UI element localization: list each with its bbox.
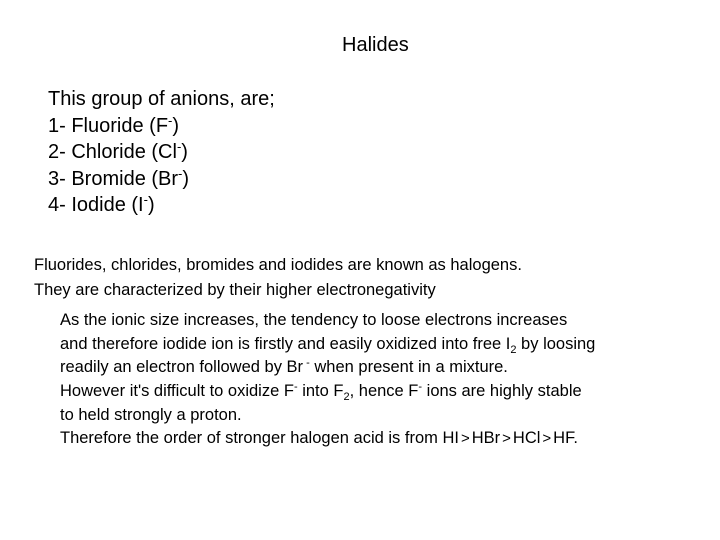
text-run: However it's difficult to oxidize F — [60, 382, 294, 401]
text-run: ions are highly stable — [422, 382, 582, 401]
charge-superscript: - — [168, 112, 173, 128]
superscript: - — [303, 357, 310, 370]
list-item-close: ) — [172, 114, 180, 137]
greater-than-symbol: > — [542, 430, 552, 448]
subscript: 2 — [343, 391, 350, 404]
list-intro: This group of anions, are; — [48, 88, 275, 110]
text-run: by loosing — [516, 334, 596, 353]
list-item-text: 3- Bromide (Br — [48, 167, 179, 190]
acid-name: HF. — [553, 429, 578, 448]
list-item — [48, 166, 275, 193]
list-item-close: ) — [182, 167, 190, 190]
paragraph-oxidation — [60, 309, 595, 451]
text-run: readily an electron followed by Br — [60, 358, 304, 377]
list-item — [48, 113, 275, 140]
list-item-text: 2- Chloride (Cl — [48, 141, 177, 163]
acid-name: HBr — [471, 429, 501, 448]
list-item — [48, 139, 275, 166]
subscript: 2 — [510, 343, 517, 356]
text-run: and therefore iodide ion is firstly and easily oxidized into free I — [60, 334, 511, 353]
text-run: when present in a mixture. — [309, 358, 508, 377]
paragraph-line — [60, 333, 595, 357]
paragraph-halogens — [34, 253, 522, 302]
list-item-close: ) — [181, 141, 188, 163]
charge-superscript: - — [143, 192, 148, 207]
paragraph-line: Fluorides, chlorides, bromides and iodides are known as halogens. — [34, 256, 522, 274]
halide-list — [48, 86, 275, 219]
list-item-text: 4- Iodide (I — [48, 194, 144, 216]
greater-than-symbol: > — [460, 430, 470, 448]
paragraph-line — [60, 380, 595, 404]
paragraph-line: to held strongly a proton. — [60, 405, 242, 424]
page-title: Halides — [342, 34, 409, 56]
list-item-close: ) — [147, 194, 155, 216]
charge-superscript: - — [178, 165, 183, 181]
paragraph-line: They are characterized by their higher electronegativity — [34, 280, 436, 299]
greater-than-symbol: > — [502, 430, 511, 448]
text-run: into F — [297, 382, 344, 401]
acid-name: HCl — [512, 429, 541, 448]
paragraph-line — [60, 356, 595, 380]
superscript: - — [293, 381, 298, 394]
text-run: , hence F — [349, 382, 419, 401]
paragraph-line: As the ionic size increases, the tendency to loose electrons increases — [60, 311, 568, 329]
paragraph-line — [60, 427, 595, 451]
charge-superscript: - — [176, 139, 182, 154]
list-item-text: 1- Fluoride (F — [48, 114, 169, 137]
text-run: Therefore the order of stronger halogen acid is from HI — [60, 429, 459, 448]
list-item — [48, 192, 275, 219]
superscript: - — [418, 381, 423, 394]
